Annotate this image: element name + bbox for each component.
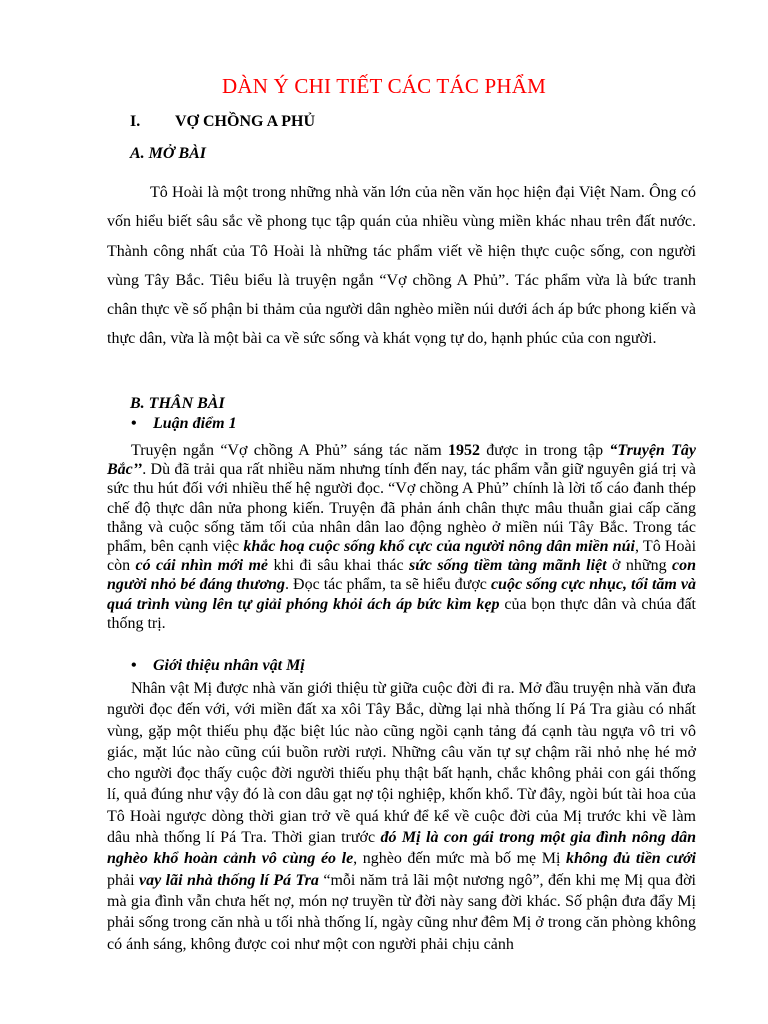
- emphasis-text: cuộc sống cực nhục, tối tăm và quá trình vùng lên tự giải phóng khỏi ách áp bức kìm kẹp: [107, 576, 696, 613]
- text-run: . Dù đã trải qua rất nhiều năm nhưng tính đến nay, tác phẩm vẫn giữ nguyên giá trị và sức thu hút đối với nhiều thế hệ người đọc. “Vợ chồng A Phủ” chính là lời tố cáo đanh thép chế độ thực dân nửa phong kiến. Truyện đã phản ánh chân thực mâu thuẫn giai cấp căng thẳng và cuộc sống tăm tối của nhân dân lao động nghèo ở miền núi Tây Bắc. Trong tác phẩm, bên cạnh việc: [107, 461, 696, 556]
- year-text: 1952: [447, 442, 480, 459]
- bullet-label: Giới thiệu nhân vật Mị: [153, 657, 305, 674]
- text-run: của bọn thực dân và chúa đất thống trị.: [107, 595, 697, 632]
- text-run: phải: [107, 871, 139, 889]
- text-run: Nhân vật Mị được nhà văn giới thiệu từ giữa cuộc đời đi ra. Mở đầu truyện nhà văn đưa người đọc đến với, với miền đất xa xôi Tây Bắc, dừng lại nhà thống lí Pá Tra giàu có nhất vùng, gặp một thiếu phụ đặc biệt lúc nào cũng ngồi cạnh tảng đá cạnh tàu ngựa vô tri vô giác, mặt lúc nào cũng cúi buồn rười rượi. Những câu văn tự sự chậm rãi nhỏ nhẹ hé mở cho người đọc thấy cuộc đời người thiếu phụ thật bất hạnh, chắc không phải con gái thống lí, quả đúng như vậy đó là con dâu gạt nợ tội nghiệp, khốn khổ. Từ đây, ngòi bút tài hoa của Tô Hoài ngược dòng thời gian trở về quá khứ để kể về cuộc đời của Mị trước khi về làm dâu nhà thống lí Pá Tra. Thời gian trước: [107, 680, 696, 847]
- bullet-item: [131, 415, 237, 433]
- emphasis-text: đó Mị là con gái trong một gia đình nông dân nghèo khổ hoàn cảnh vô cùng éo le: [107, 829, 697, 868]
- text-run: , Tô Hoài còn: [107, 538, 697, 575]
- intro-paragraph: Tô Hoài là một trong những nhà văn lớn của nền văn học hiện đại Việt Nam. Ông có vốn hiểu biết sâu sắc về phong tục tập quán của nhiều vùng miền khác nhau trên đất nước. Thành công nhất của Tô Hoài là những tác phẩm viết về hiện thực cuộc sống, con người vùng Tây Bắc. Tiêu biểu là truyện ngắn “Vợ chồng A Phủ”. Tác phẩm vừa là bức tranh chân thực về số phận bi thảm của người dân nghèo miền núi dưới ách áp bức phong kiến và thực dân, vừa là một bài ca về sức sống và khát vọng tự do, hạnh phúc của con người.: [107, 184, 696, 348]
- section-number: I.: [130, 113, 141, 130]
- emphasis-text: không đủ tiền cưới: [565, 850, 697, 868]
- emphasis-text: vay lãi nhà thống lí Pá Tra: [139, 871, 319, 889]
- bullet-dot-icon: •: [131, 657, 137, 674]
- body-paragraph-1: [107, 441, 696, 633]
- emphasis-text: con người nhỏ bé đáng thương: [107, 557, 696, 594]
- text-run: ở những: [606, 557, 672, 575]
- bullet-item: [131, 657, 305, 675]
- emphasis-text: khắc hoạ cuộc sống khổ cực của người nông dân miền núi: [243, 538, 635, 556]
- text-run: được in trong tập: [479, 442, 610, 459]
- text-run: Truyện ngắn “Vợ chồng A Phủ” sáng tác năm: [131, 442, 448, 459]
- emphasis-text: sức sống tiềm tàng mãnh liệt: [408, 557, 607, 575]
- bullet-dot-icon: •: [131, 415, 137, 432]
- bullet-label: Luận điểm 1: [153, 415, 237, 432]
- emphasis-text: có cái nhìn mới mẻ: [135, 557, 269, 575]
- section-title: VỢ CHỒNG A PHỦ: [175, 113, 316, 130]
- collection-title: “Truyện Tây Bắc’’: [107, 442, 696, 479]
- subsection-a-heading: A. MỞ BÀI: [130, 145, 207, 162]
- body-paragraph-2: [107, 678, 696, 955]
- text-run: khi đi sâu khai thác: [268, 557, 409, 575]
- text-run: , nghèo đến mức mà bố mẹ Mị: [353, 850, 566, 868]
- subsection-b-heading: B. THÂN BÀI: [130, 395, 225, 412]
- section-heading: [130, 113, 315, 131]
- text-run: . Đọc tác phẩm, ta sẽ hiểu được: [284, 576, 491, 594]
- document-title: DÀN Ý CHI TIẾT CÁC TÁC PHẨM: [222, 74, 546, 98]
- text-run: “mỗi năm trả lãi một nương ngô”, đến khi mẹ Mị qua đời mà gia đình vẫn chưa hết nợ, món nợ truyền từ đời này sang đời khác. Số phận đưa đẩy Mị phải sống trong căn nhà u tối nhà thống lí, ngày cũng như đêm Mị ở trong căn phòng không có ánh sáng, không được coi như một con người phải chịu cảnh: [107, 871, 697, 953]
